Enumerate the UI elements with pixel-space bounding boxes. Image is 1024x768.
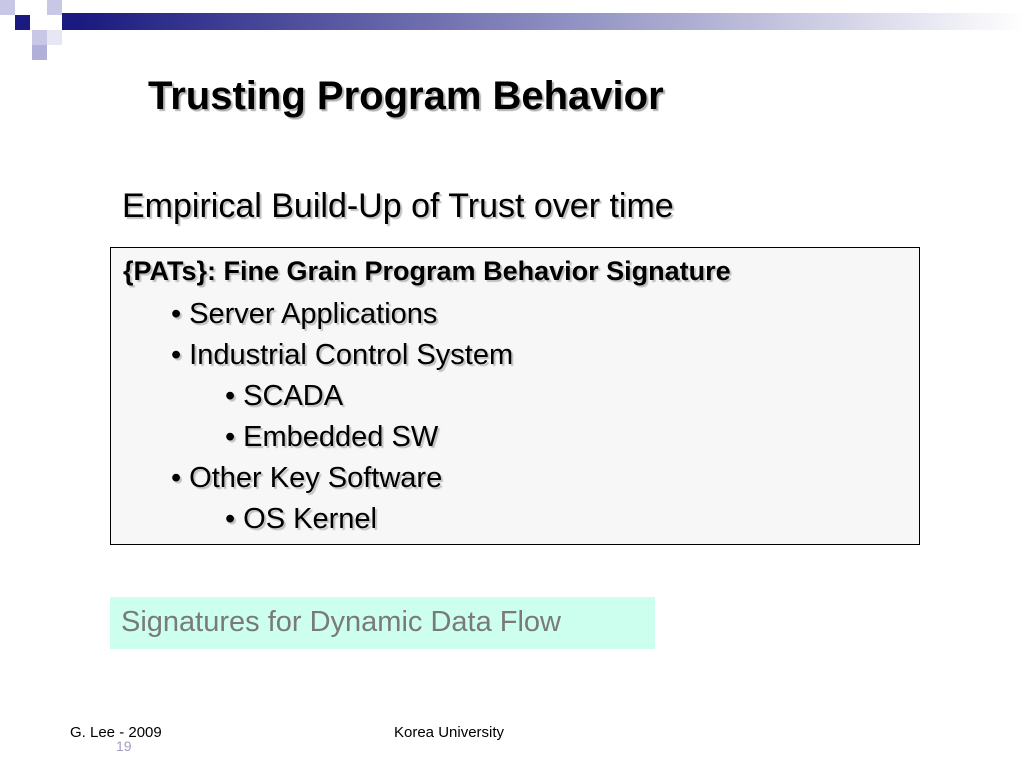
bullet-text: Industrial Control System <box>189 339 514 371</box>
slide-page-number: 19 <box>116 738 132 754</box>
header-square-3 <box>47 0 62 15</box>
slide-title: Trusting Program Behavior <box>148 74 664 118</box>
decorative-header-band <box>0 0 1024 60</box>
bullet-dot-icon: • <box>225 421 236 453</box>
header-square-7 <box>32 45 47 60</box>
bullet-dot-icon: • <box>225 503 236 535</box>
bullet-item <box>171 298 437 331</box>
header-square-2 <box>15 15 30 30</box>
highlight-box <box>110 597 655 649</box>
header-square-6 <box>47 30 62 45</box>
bullet-dot-icon: • <box>225 380 236 412</box>
bullet-dot-icon: • <box>171 339 182 371</box>
bullet-dot-icon: • <box>171 462 182 494</box>
footer-author: G. Lee - 2009 <box>70 724 162 741</box>
bullet-text: Other Key Software <box>189 462 443 494</box>
footer-institution: Korea University <box>394 724 505 741</box>
signature-box <box>110 247 920 545</box>
bullet-item <box>171 339 513 372</box>
signature-box-heading: {PATs}: Fine Grain Program Behavior Signature <box>123 256 731 286</box>
bullet-text: Embedded SW <box>243 421 439 453</box>
highlight-text: Signatures for Dynamic Data Flow <box>121 606 561 638</box>
sub-bullet-item <box>225 380 343 413</box>
sub-bullet-item <box>225 421 438 454</box>
bullet-text: OS Kernel <box>243 503 377 535</box>
bullet-dot-icon: • <box>171 298 182 330</box>
bullet-item <box>171 462 442 495</box>
header-square-5 <box>32 30 47 45</box>
sub-bullet-item <box>225 503 377 536</box>
slide-subtitle: Empirical Build-Up of Trust over time <box>122 187 674 225</box>
bullet-text: Server Applications <box>189 298 438 330</box>
bullet-text: SCADA <box>243 380 344 412</box>
header-square-4 <box>62 13 78 30</box>
header-square-1 <box>0 0 15 15</box>
